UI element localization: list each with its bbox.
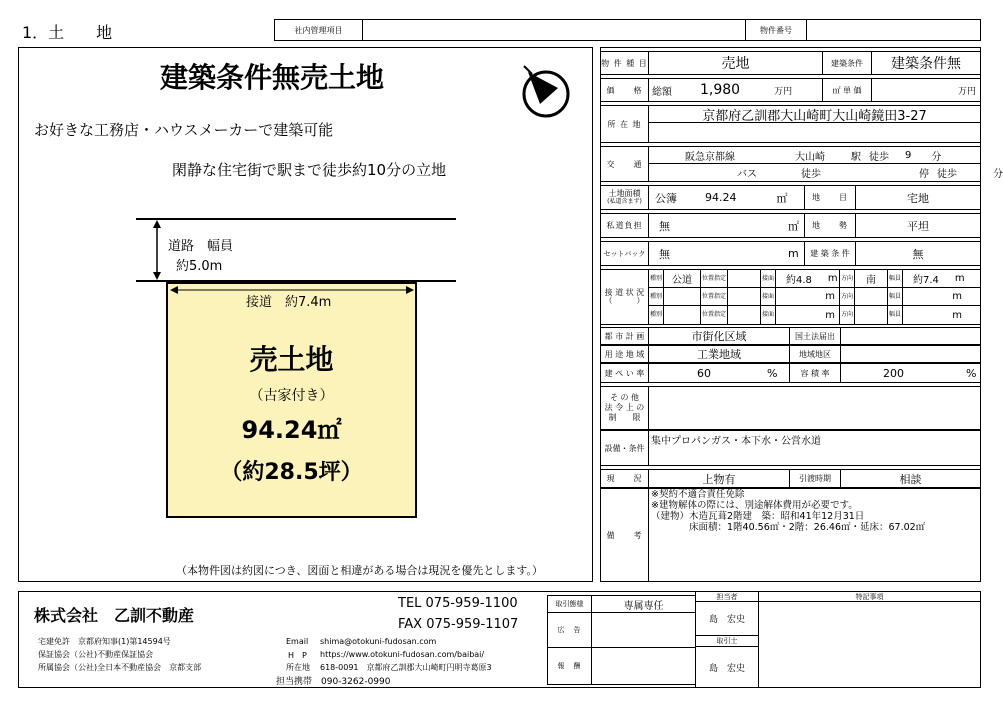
r3-kind [663,305,701,325]
staff-value: 島 宏史 [695,601,759,636]
r1-w-cell [902,269,981,288]
type-label: 物 件 種 目 [600,51,649,75]
price-total-label: 総額 [652,86,672,98]
district-label: 地域地区 [789,345,841,363]
r3-pos [727,305,761,325]
area-label-cell [600,185,649,210]
national-value [840,327,981,345]
bcr-label: 建 ぺ い 率 [600,363,649,383]
remark-line: ※契約不適合責任免除 [651,489,745,500]
lot-tsubo: （約28.5坪） [220,460,363,485]
fee-value [591,647,696,685]
other-value [648,386,981,430]
remark-line: ※建物解体の際には、別途解体費用が必要です。 [651,500,858,511]
email-label: Email [286,637,309,646]
road-width: 約5.0m [176,259,223,274]
private-road-cell [648,213,805,238]
city-plan-value: 市街化区域 [648,327,790,345]
traffic-row-1 [648,146,981,164]
address-value: 京都府乙訓郡大山崎町大山崎鏡田3-27 [648,105,981,123]
station-label: 駅 [851,151,861,163]
setback-value: 無 [659,247,670,261]
price-value: 1,980 [700,82,741,98]
cond-value: 建築条件無 [871,51,981,75]
traffic-label: 交 通 [600,146,649,182]
chimoku-label: 地 目 [804,185,856,210]
r1-wm: m [954,273,965,284]
r3-pos-label: 位置指定 [700,305,728,325]
r3-len-label: 接面 [760,305,776,325]
station-name: 大山崎 [795,151,825,163]
r3-wm: m [902,305,981,325]
r3-dir [854,305,888,325]
facility-value: 集中プロパンガス・本下水・公営水道 [648,430,981,466]
internal-item-label: 社内管理項目 [275,20,363,40]
r2-pos-label: 位置指定 [700,287,728,306]
build-cond-label: 建 築 条 件 [804,241,856,266]
far-pct: % [966,366,977,380]
national-label: 国土法届出 [789,327,841,345]
far-value: 200 [883,366,904,380]
r3-w-label: 幅員 [887,305,903,325]
special-label: 特記事項 [758,591,981,602]
setback-label: セットバック [600,241,649,266]
lot-sub: （古家付き） [249,388,334,404]
cond-label: 建築条件 [822,51,872,75]
price-unit: 万円 [774,86,793,97]
r1-dir-label: 方向 [839,269,855,288]
remark-line: （建物）木造瓦葺2階建 築：昭和41年12月31日 [651,511,865,522]
deal-value: 専属専任 [591,595,696,613]
handover-label: 引渡時期 [789,469,841,488]
far-label: 容 積 率 [789,363,841,383]
r1-w-label: 幅員 [887,269,903,288]
agent-value: 島 宏史 [695,646,759,688]
special-value [758,601,981,688]
email-link[interactable]: shima@otokuni-fudosan.com [320,637,437,646]
min-label: 分 [931,151,942,163]
area-label: 土地面積 [608,188,641,198]
area-note: (私道含まず) [607,197,642,205]
bus-label: バス [737,169,757,180]
r1-dir: 南 [854,269,888,288]
license-2: 保証協会（公社)不動産保証協会 [38,650,154,659]
fax: FAX 075-959-1107 [398,617,519,632]
unit-price-label: ㎡ 単 価 [822,78,872,102]
terrain-label: 地 勢 [804,213,856,238]
handover-value: 相談 [840,469,981,488]
bus-walk-label: 徒歩 [801,169,821,180]
unit-price-unit: 万円 [871,78,981,102]
address-label: 所 在 地 [600,105,649,143]
staff-label: 担当者 [695,591,759,602]
bcr-cell [648,363,790,383]
r1-len-label: 接面 [760,269,776,288]
private-road-label: 私道負担 [600,213,649,238]
min2-label: 分 [993,169,1003,180]
address-blank [648,122,981,143]
r1-len-cell [775,269,840,288]
r1-m: m [827,273,838,284]
company-name: 株式会社 乙訓不動産 [34,606,195,625]
area-kind: 公簿 [655,191,677,205]
lot-area: 94.24㎡ [241,416,342,444]
road-status-label: 接 道 状 況 （ ） [600,269,649,325]
license-1: 宅建免許 京都府知事(1)第14594号 [38,637,171,646]
ad-label: 広 告 [547,612,592,648]
headline: 建築条件無売土地 [160,61,385,94]
area-unit: ㎡ [776,191,788,205]
r2-wm: m [902,287,981,306]
area-cell [648,185,805,210]
map-note: （本物件図は約図につき、図面と相違がある場合は現況を優先とします。） [176,564,543,577]
agent-label: 取引士 [695,635,759,647]
header-bar [274,19,981,41]
remarks-label: 備 考 [600,488,649,582]
company-address: 618-0091 京都府乙訓郡大山崎町円明寺葛原3 [320,663,492,672]
frontage-label: 接道 約7.4m [246,295,332,310]
other-label: そ の 他 法 令 上 の 制 限 [600,386,649,430]
price-label: 価 格 [600,78,649,102]
bus-walk2-label: 徒歩 [937,169,957,180]
r1-w: 約7.4 [913,275,939,286]
setback-unit: m [788,247,799,260]
north-arrow-icon [518,64,574,120]
current-label: 現 況 [600,469,649,488]
bcr-value: 60 [697,366,711,380]
chimoku-value: 宅地 [855,185,981,210]
hp-label: H P [288,651,307,660]
bcr-pct: % [767,366,778,380]
stop-label: 停 [919,169,929,180]
city-plan-label: 都 市 計 画 [600,327,649,345]
section-title: 1．土 地 [22,23,113,42]
r1-len: 約4.8 [786,275,812,286]
terrain-value: 平坦 [855,213,981,238]
road-label: 道路 幅員 [168,239,234,254]
area-value: 94.24 [705,191,737,204]
facility-label: 設備・条件 [600,430,649,466]
hp-link[interactable]: https://www.otokuni-fudosan.com/baibai/ [320,650,485,659]
tagline-1: お好きな工務店・ハウスメーカーで建築可能 [34,121,334,139]
r2-kind-label: 種別 [648,287,664,306]
far-cell [840,363,981,383]
r3-dir-label: 方向 [839,305,855,325]
r2-dir-label: 方向 [839,287,855,306]
private-road-value: 無 [659,219,670,233]
build-cond-value: 無 [855,241,981,266]
use-value: 工業地域 [648,345,790,363]
setback-cell [648,241,805,266]
address-label: 所在地 [286,663,310,672]
walk-label: 徒歩 [869,151,889,163]
r1-pos [727,269,761,288]
r2-w-label: 幅員 [887,287,903,306]
district-value [840,345,981,363]
remarks-box [648,488,981,582]
current-value: 上物有 [648,469,790,488]
r1-kind-label: 種別 [648,269,664,288]
r2-dir [854,287,888,306]
r2-kind [663,287,701,306]
line-name: 阪急京都線 [685,151,735,163]
road-top-line [136,218,456,220]
road-width-arrow-icon [150,220,164,280]
r1-pos-label: 位置指定 [700,269,728,288]
deal-label: 取引態様 [547,595,592,613]
r2-len-label: 接面 [760,287,776,306]
tagline-2: 閑静な住宅街で駅まで徒歩約10分の立地 [172,161,447,179]
walk-minutes: 9 [905,149,912,161]
fee-label: 報 酬 [547,647,592,685]
property-no-label: 物件番号 [745,20,807,40]
r3-kind-label: 種別 [648,305,664,325]
private-road-unit: ㎡ [788,219,799,233]
remark-line: 床面積：1階40.56㎡・2階：26.46㎡・延床：67.02㎡ [651,522,926,533]
lot-title: 売土地 [249,343,334,376]
license-3: 所属協会（公社)全日本不動産協会 京都支部 [38,663,202,672]
traffic-row-2 [648,163,1003,182]
type-value: 売地 [648,51,823,75]
r1-kind: 公道 [663,269,701,288]
ad-value [591,612,696,648]
r2-m: m [775,287,840,306]
r2-pos [727,287,761,306]
tel: TEL 075-959-1100 [398,596,518,611]
use-label: 用 途 地 域 [600,345,649,363]
price-cell [648,78,823,102]
r3-m: m [775,305,840,325]
mobile: 担当携帯 090-3262-0990 [276,677,391,687]
